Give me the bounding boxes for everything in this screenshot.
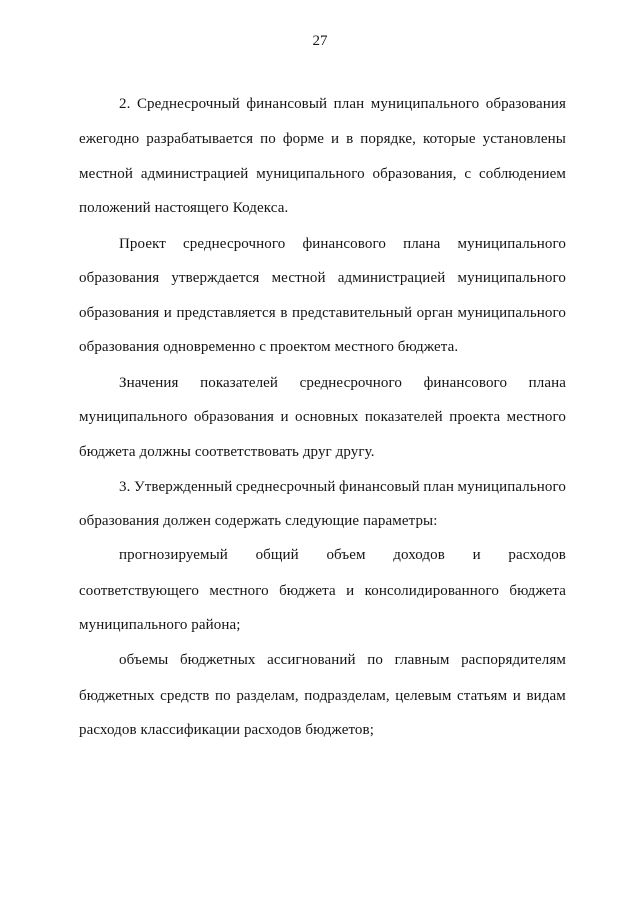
text-line — [119, 96, 566, 113]
word: муниципального — [457, 305, 566, 321]
word: 3. — [119, 479, 131, 495]
word: среднесрочного — [183, 236, 286, 252]
word: муниципального — [457, 479, 566, 495]
word: план — [423, 479, 454, 495]
word: образования — [485, 96, 566, 112]
word: средств — [160, 688, 210, 704]
word: муниципального — [457, 270, 566, 286]
word: объем — [326, 547, 366, 563]
word: Среднесрочный — [136, 96, 240, 112]
word: финансовый — [246, 96, 328, 112]
text-line — [79, 583, 566, 600]
word: соответствующего — [79, 583, 199, 599]
word: по — [215, 688, 231, 704]
word: образования — [79, 270, 160, 286]
word: статьям — [457, 688, 508, 704]
word: администрацией — [337, 270, 446, 286]
word: прогнозируемый — [119, 547, 228, 563]
word: среднесрочного — [299, 375, 402, 391]
word: местной — [271, 270, 326, 286]
text-line — [119, 236, 566, 253]
word: показателей — [200, 375, 279, 391]
word: плана — [403, 236, 441, 252]
word: и — [330, 131, 340, 147]
word: которые — [422, 131, 476, 147]
word: по — [260, 131, 276, 147]
word: местной — [79, 166, 133, 182]
word: распорядителям — [461, 652, 566, 668]
text-line — [79, 131, 566, 148]
word: 2. — [119, 96, 131, 112]
word: образования — [193, 409, 275, 425]
text-line — [119, 375, 566, 392]
word: в — [346, 131, 354, 147]
text-line — [119, 652, 566, 669]
word: показателей — [364, 409, 443, 425]
word: целевым — [395, 688, 452, 704]
word: финансового — [423, 375, 508, 391]
word: и — [163, 305, 172, 321]
word: расходов — [508, 547, 566, 563]
word: муниципального — [457, 236, 566, 252]
word: Проект — [119, 236, 166, 252]
word: и — [280, 409, 289, 425]
page-number: 27 — [312, 33, 328, 49]
text-line — [79, 270, 566, 287]
text-line: положений настоящего Кодекса. — [79, 200, 289, 216]
text-line: бюджета должны соответствовать друг другу. — [79, 444, 375, 460]
word: подразделам, — [304, 688, 390, 704]
word: общий — [255, 547, 299, 563]
word: соблюдением — [479, 166, 566, 182]
word: и — [512, 688, 521, 704]
word: администрацией — [140, 166, 249, 182]
word: бюджетных — [179, 652, 256, 668]
word: проекта — [449, 409, 501, 425]
word: местного — [209, 583, 269, 599]
word: бюджета — [509, 583, 566, 599]
word: утверждается — [171, 270, 260, 286]
word: форме — [282, 131, 324, 147]
word: местного — [506, 409, 566, 425]
word: плана — [528, 375, 566, 391]
word: консолидированного — [364, 583, 499, 599]
word: Утвержденный — [134, 479, 233, 495]
text-line — [79, 688, 566, 705]
text-line — [79, 166, 566, 183]
word: главным — [394, 652, 450, 668]
word: муниципального — [79, 409, 188, 425]
word: образования — [79, 305, 160, 321]
word: финансового — [302, 236, 386, 252]
text-line — [79, 409, 566, 426]
word: муниципального — [256, 166, 365, 182]
word: и — [472, 547, 481, 563]
word: основных — [294, 409, 359, 425]
word: по — [367, 652, 383, 668]
text-line — [119, 479, 566, 496]
word: финансовый — [339, 479, 420, 495]
word: разделам, — [236, 688, 299, 704]
word: среднесрочный — [235, 479, 336, 495]
word: разрабатывается — [146, 131, 254, 147]
word: Значения — [119, 375, 179, 391]
word: порядке, — [360, 131, 416, 147]
word: доходов — [393, 547, 445, 563]
word: ассигнований — [267, 652, 356, 668]
word: с — [464, 166, 472, 182]
word: муниципального — [370, 96, 480, 112]
text-line: образования одновременно с проектом местного бюджета. — [79, 339, 459, 355]
text-line: расходов классификации расходов бюджетов; — [79, 722, 374, 738]
word: видам — [526, 688, 566, 704]
word: образования, — [372, 166, 457, 182]
word: и — [346, 583, 355, 599]
word: установлены — [482, 131, 566, 147]
word: представительный — [292, 305, 413, 321]
word: план — [333, 96, 365, 112]
text-line: муниципального района; — [79, 617, 241, 633]
word: бюджета — [279, 583, 336, 599]
text-line: образования должен содержать следующие параметры: — [79, 513, 438, 529]
word: в — [280, 305, 288, 321]
word: ежегодно — [79, 131, 140, 147]
text-line — [119, 547, 566, 564]
word: орган — [416, 305, 453, 321]
word: бюджетных — [79, 688, 155, 704]
word: объемы — [119, 652, 169, 668]
word: представляется — [176, 305, 276, 321]
text-line — [79, 305, 566, 322]
